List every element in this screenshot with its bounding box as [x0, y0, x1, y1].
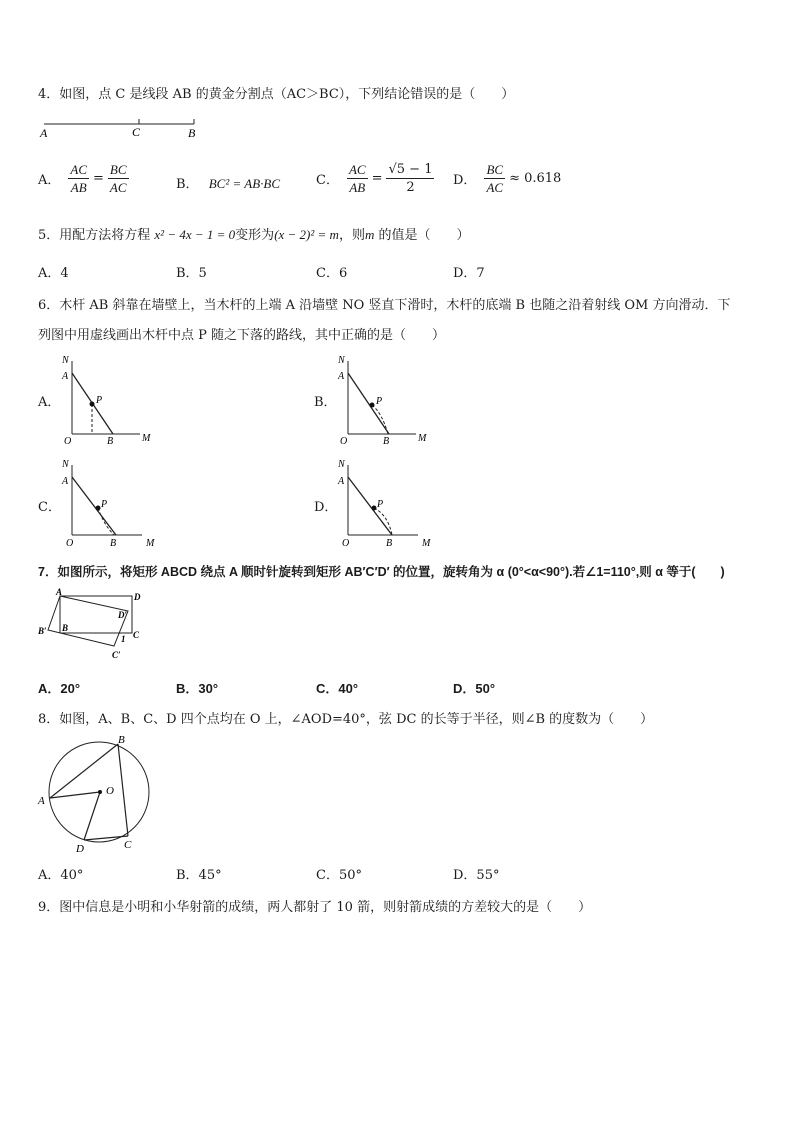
- fig-a-label-a: A: [62, 371, 69, 382]
- q7-label-angle-1: 1: [121, 634, 126, 644]
- q5-post1: ，则: [338, 228, 365, 243]
- q4-option-c-eq: =: [371, 171, 383, 186]
- q5-post2: 的值是（ ）: [374, 228, 470, 243]
- q5-equation-2: (x − 2)² = m: [274, 227, 339, 242]
- q8-label-c: C: [124, 839, 132, 851]
- fig-b-label-a: A: [338, 371, 345, 382]
- q6-option-c-letter[interactable]: C．: [38, 500, 61, 515]
- q4-option-c-lhs-den: AB: [349, 180, 366, 195]
- q7-label-d-prime: D′: [118, 610, 128, 620]
- fig-b-label-o: O: [340, 436, 348, 447]
- q4-option-a-rhs-den: AC: [109, 180, 127, 195]
- q7-rectangle-figure: [36, 588, 146, 666]
- q4-option-d-lhs-num: BC: [486, 162, 504, 177]
- q4-option-a-letter: A．: [38, 173, 61, 188]
- q8-label-o: O: [106, 785, 114, 797]
- q4-label-b: B: [188, 126, 196, 140]
- q4-option-a-lhs-num: AC: [70, 162, 88, 177]
- fig-a-label-n: N: [62, 355, 69, 366]
- fig-b-label-b: B: [383, 436, 390, 447]
- q4-option-c[interactable]: [316, 161, 436, 196]
- q7-label-c: C: [133, 630, 140, 640]
- q5-var: m: [364, 227, 375, 242]
- q7-option-a[interactable]: A．20°: [38, 681, 81, 696]
- q4-segment-figure: [36, 116, 206, 140]
- fig-b-label-n: N: [338, 355, 345, 366]
- q4-option-a-rhs-num: BC: [109, 162, 127, 177]
- fig-d-label-b: B: [386, 538, 393, 549]
- question-5-text: [38, 224, 470, 243]
- q8-option-b[interactable]: B．45°: [176, 868, 222, 883]
- fig-d-label-m: M: [422, 538, 431, 549]
- q5-option-a[interactable]: A．4: [38, 266, 69, 281]
- q5-mid: 变形为: [235, 228, 275, 243]
- fig-c-label-m: M: [146, 538, 155, 549]
- fig-b-label-m: M: [418, 433, 427, 444]
- q6-figure-a[interactable]: [58, 351, 170, 447]
- q6-option-d-letter[interactable]: D．: [314, 500, 338, 515]
- q4-label-a: A: [40, 126, 48, 140]
- question-6-line-1: 6．木杆 AB 斜靠在墙壁上，当木杆的上端 A 沿墙壁 NO 竖直下滑时，木杆的底端 B 也随之沿着射线 OM 方向滑动．下: [38, 298, 731, 313]
- q5-option-d[interactable]: D．7: [453, 266, 485, 281]
- fig-d-label-p: P: [377, 499, 384, 510]
- q7-option-b[interactable]: B．30°: [176, 681, 219, 696]
- q5-equation-1: x² − 4x − 1 = 0: [154, 227, 236, 242]
- q7-option-d[interactable]: D．50°: [453, 681, 496, 696]
- q4-option-a-eq: =: [93, 171, 104, 186]
- q7-label-a: A: [56, 588, 63, 597]
- q5-option-b[interactable]: B．5: [176, 266, 207, 281]
- q7-option-c[interactable]: C．40°: [316, 681, 359, 696]
- q4-option-d-lhs: [484, 161, 505, 196]
- q4-option-c-rhs: [386, 161, 434, 196]
- q5-option-c[interactable]: C．6: [316, 266, 348, 281]
- q6-figure-c[interactable]: [58, 455, 170, 551]
- q7-label-d: D: [134, 592, 141, 602]
- fig-d-label-o: O: [342, 538, 350, 549]
- q4-option-c-letter: C．: [316, 173, 339, 188]
- fig-a-label-b: B: [107, 436, 114, 447]
- q6-figure-d[interactable]: [334, 455, 446, 551]
- fig-a-label-o: O: [64, 436, 72, 447]
- q8-option-c[interactable]: C．50°: [316, 868, 362, 883]
- q4-option-b[interactable]: [176, 173, 280, 192]
- fig-c-label-n: N: [62, 459, 69, 470]
- q4-option-b-letter: B．: [176, 177, 199, 192]
- q7-label-b: B: [62, 623, 69, 633]
- fig-a-label-p: P: [96, 395, 103, 406]
- q4-option-a-lhs: [68, 161, 89, 196]
- q4-option-d-approx: ≈ 0.618: [509, 171, 562, 186]
- q4-option-d-letter: D．: [453, 173, 477, 188]
- q4-option-c-lhs: [347, 161, 368, 196]
- q7-label-c-prime: C′: [112, 650, 121, 660]
- q5-pre: 5．用配方法将方程: [38, 228, 155, 243]
- q8-label-a: A: [38, 795, 45, 807]
- fig-c-label-b: B: [110, 538, 117, 549]
- q4-option-c-lhs-num: AC: [348, 162, 366, 177]
- q4-option-a-lhs-den: AB: [70, 180, 87, 195]
- question-7-text: 7．如图所示，将矩形 ABCD 绕点 A 顺时针旋转到矩形 AB′C′D′ 的位置，旋转角为 α (0°<α<90°).若∠1=110°,则 α 等于( ): [38, 565, 725, 579]
- fig-c-label-a: A: [62, 476, 69, 487]
- q7-label-b-prime: B′: [38, 626, 47, 636]
- fig-c-label-o: O: [66, 538, 74, 549]
- q4-label-c: C: [132, 125, 141, 139]
- q4-option-d[interactable]: [453, 161, 561, 196]
- q6-figure-b[interactable]: [334, 351, 446, 447]
- fig-d-label-a: A: [338, 476, 345, 487]
- question-9-text: 9．图中信息是小明和小华射箭的成绩，两人都射了 10 箭，则射箭成绩的方差较大的是（ ）: [38, 900, 592, 915]
- question-6-line-2: 列图中用虚线画出木杆中点 P 随之下落的路线，其中正确的是（ ）: [38, 328, 446, 343]
- q4-option-b-expr: BC² = AB·BC: [208, 176, 280, 191]
- q8-circle-figure: [36, 732, 162, 856]
- question-4-text: 4．如图，点 C 是线段 AB 的黄金分割点（AC＞BC），下列结论错误的是（ ）: [38, 87, 515, 102]
- q4-option-d-lhs-den: AC: [486, 180, 504, 195]
- q8-label-b: B: [118, 734, 125, 746]
- q4-option-c-rhs-num: √5 − 1: [388, 162, 433, 177]
- q4-option-a[interactable]: [38, 161, 131, 196]
- fig-a-label-m: M: [142, 433, 151, 444]
- q6-option-a-letter[interactable]: A．: [38, 395, 61, 410]
- q4-option-c-rhs-den: 2: [406, 180, 415, 195]
- q8-label-d: D: [76, 843, 84, 855]
- q6-option-b-letter[interactable]: B．: [314, 395, 337, 410]
- fig-c-label-p: P: [101, 499, 108, 510]
- q8-option-d[interactable]: D．55°: [453, 868, 500, 883]
- q4-option-a-rhs: [108, 161, 129, 196]
- fig-b-label-p: P: [376, 396, 383, 407]
- q8-option-a[interactable]: A．40°: [38, 868, 84, 883]
- question-8-text: 8．如图，A、B、C、D 四个点均在 O 上，∠AOD=40°，弦 DC 的长等于半径，则∠B 的度数为（ ）: [38, 712, 654, 727]
- fig-d-label-n: N: [338, 459, 345, 470]
